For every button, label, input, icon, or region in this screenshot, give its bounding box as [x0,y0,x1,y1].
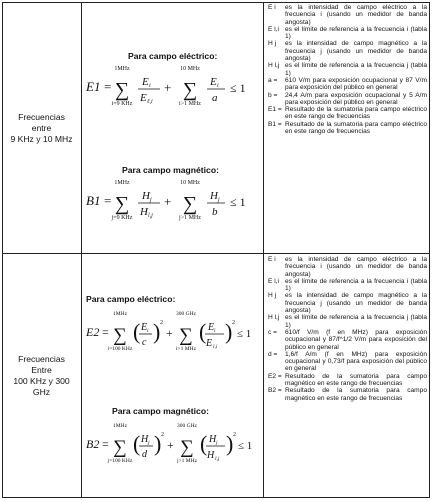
definition-item [265,329,430,351]
band-label-line: entre [31,122,52,133]
sum-symbol: ∑ [113,437,127,458]
sum-symbol: ∑ [114,193,130,215]
definition-item [265,106,430,121]
definition-item [265,26,430,41]
definition-item [265,387,430,402]
magnetic-field-title: Para campo magnético: [112,406,209,416]
definition-item [265,292,430,314]
fraction-denominator: E [140,92,147,104]
sum-lower-limit: j>1 MHz [179,215,201,221]
sum-upper-limit: 1MHz [112,423,128,429]
sum-upper-limit: 10 MHz [180,66,200,72]
sum-symbol: ∑ [114,79,130,101]
fraction-numerator: H [142,190,150,202]
fraction-numerator: H [210,190,218,202]
formula-cell-row1 [82,3,263,253]
definition-text: es la intensidad de campo eléctrico a la frecuencia i (usando un medidor de banda angosta) [285,256,427,278]
definition-text: 610 V/m para exposición ocupacional y 87 V/m para exposición del público en general [285,76,427,92]
band-label-line: GHz [32,387,51,397]
sum-upper-limit: 1MHz [114,180,130,186]
definition-text: es la intensidad de campo magnético a la frecuencia j (usando un medidor de banda angosta) [285,292,427,315]
denominator-subscript: l,j [215,456,220,462]
plus-sign: + [166,326,173,340]
electric-formula-row1 [82,61,263,113]
definition-text: es el límite de referencia a la frecuencia i (tabla 1) [285,277,427,293]
plus-sign: + [164,194,172,209]
denominator-subscript: l,j [148,213,153,219]
electric-formula-row2 [82,306,263,358]
exponent: 2 [161,432,164,438]
column-divider-2 [263,2,264,498]
definition-symbol: b = [268,91,278,99]
definition-symbol: E l,i [268,25,279,33]
denominator-subscript: ℓ,i [147,99,153,105]
definition-item [265,351,430,373]
plus-sign: + [164,80,172,95]
definition-symbol: d = [268,350,278,358]
sum-lower-limit: i=9 KHz [111,101,133,107]
band-label-line: Entre [31,365,52,375]
sum-symbol: ∑ [182,193,198,215]
band-label-row1 [2,3,81,253]
definition-symbol: c = [268,328,277,336]
definition-symbol: E l,i [268,277,279,285]
exponent: 2 [233,432,236,438]
close-paren: ) [154,431,162,456]
definition-text: Resultado de la sumatoria para campo magnético en este rango de frecuencias [285,372,427,388]
fraction-numerator: E [208,322,215,333]
sum-symbol: ∑ [179,325,193,346]
sum-symbol: ∑ [182,79,198,101]
definition-symbol: H j [268,292,277,300]
fraction-denominator: b [212,206,218,218]
plus-sign: + [167,438,174,452]
definition-text: 610/f V/m (f en MHz) para exposición ocupacional y 87/f^1/2 V/m para exposición del público en general [285,328,427,351]
exponent: 2 [160,320,163,326]
band-label-line: 9 KHz y 10 MHz [10,133,73,144]
sum-upper-limit: 1MHz [114,66,130,72]
formula-lhs: E1 [86,79,101,94]
magnetic-field-title: Para campo magnético: [122,165,219,175]
band-label-line: Frecuencias [18,111,65,122]
sum-lower-limit: i>1 MHz [175,346,197,352]
sum-upper-limit: 300 GHz [176,423,198,429]
definition-text: es la intensidad de campo eléctrico a la frecuencia i (usando un medidor de banda angosta) [285,4,427,26]
definition-item [265,256,430,278]
formula-lhs: B1 [86,193,101,208]
sum-lower-limit: j=9 KHz [111,215,133,221]
fraction-denominator: H [207,450,215,461]
sum-lower-limit: j=100 KHz [107,458,133,464]
band-label-line: 100 KHz y 300 [13,376,70,386]
definition-item [265,278,430,293]
definition-item [265,77,430,92]
fraction-numerator: E [142,76,149,88]
sum-upper-limit: 300 GHz [175,311,197,317]
definition-symbol: B2 = [268,387,282,395]
definition-text: Resultado de la sumatoria para campo magnético en este rango de frecuencias [285,387,427,402]
exponent: 2 [232,320,235,326]
sum-symbol: ∑ [180,437,194,458]
definition-item [265,62,430,77]
inequality: ≤ 1 [237,328,252,340]
definition-text: 24,4 A/m para exposición ocupacional y 5 A/m para exposición del público en general [285,91,427,106]
definition-text: es el límite de referencia a la frecuencia j (tabla 1) [285,62,427,77]
denominator-subscript: l,i [213,344,218,350]
definition-text: es la intensidad de campo magnético a la frecuencia j (usando un medidor de banda angosta) [285,40,427,63]
definitions-row1 [265,4,430,252]
definitions-row2 [265,256,430,496]
fraction-numerator: H [209,434,217,445]
fraction-denominator: E [206,338,213,349]
definition-text: Resultado de la sumatoria para campo eléctrico en este rango de frecuencias [285,120,427,136]
magnetic-formula-row2 [82,418,263,470]
definition-symbol: H l,j [268,62,280,70]
sum-upper-limit: 10 MHz [180,180,200,186]
definition-symbol: E i [268,256,276,263]
electric-field-title: Para campo eléctrico: [86,294,176,304]
numerator-subscript: j [218,197,220,203]
band-label-line: Frecuencias [18,354,65,364]
formula-lhs: B2 [86,437,100,451]
definition-text: es el límite de referencia a la frecuencia i (tabla 1) [285,25,427,41]
equals-sign: = [104,79,112,94]
close-paren: ) [153,319,161,344]
electric-field-title: Para campo eléctrico: [128,51,218,61]
open-paren: ( [133,319,141,344]
definition-text: 1,6/f A/m (f en MHz) para exposición ocupacional y 0,73/f para exposición del público en general [285,350,427,373]
definition-item [265,92,430,107]
definition-item [265,121,430,136]
fraction-numerator: E [141,322,148,333]
open-paren: ( [200,431,208,456]
sum-symbol: ∑ [113,325,127,346]
formula-lhs: E2 [86,325,100,339]
definition-symbol: B1 = [268,120,282,128]
definition-symbol: H l,j [268,314,280,322]
numerator-subscript: i [147,328,149,334]
inequality: ≤ 1 [238,440,253,452]
numerator-subscript: i [214,328,216,334]
numerator-subscript: i [217,83,219,89]
sum-lower-limit: i=100 KHz [107,346,133,352]
sum-lower-limit: j>1 MHz [176,458,198,464]
fraction-denominator: d [142,449,147,460]
band-label-row2 [2,254,81,498]
definition-symbol: H j [268,40,277,48]
numerator-subscript: j [216,440,218,446]
magnetic-formula-row1 [82,175,263,227]
inequality: ≤ 1 [230,195,246,209]
fraction-denominator: H [140,206,148,218]
fraction-denominator: a [212,92,218,104]
formula-cell-row2 [82,254,263,498]
close-paren: ) [226,431,234,456]
open-paren: ( [133,431,141,456]
sum-upper-limit: 1MHz [112,311,128,317]
definition-text: es el límite de referencia a la frecuencia j (tabla 1) [285,314,427,329]
definition-item [265,314,430,329]
definition-text: Resultado de la sumatoria para campo eléctrico en este rango de frecuencias [285,106,427,121]
equals-sign: = [104,193,112,208]
definition-symbol: E i [268,4,276,11]
open-paren: ( [199,319,207,344]
numerator-subscript: i [149,83,151,89]
definition-item [265,4,430,26]
sum-lower-limit: i>1 MHz [179,101,201,107]
definition-symbol: E1 = [268,106,282,114]
inequality: ≤ 1 [230,81,246,95]
equals-sign: = [102,325,109,339]
close-paren: ) [225,319,233,344]
definition-symbol: a = [268,76,278,84]
numerator-subscript: j [148,440,150,446]
equals-sign: = [102,437,109,451]
fraction-numerator: H [141,434,149,445]
definition-item [265,373,430,388]
fraction-numerator: E [210,76,217,88]
numerator-subscript: j [150,197,152,203]
definition-item [265,40,430,62]
definition-symbol: E2 = [268,372,282,380]
fraction-denominator: c [142,337,147,348]
